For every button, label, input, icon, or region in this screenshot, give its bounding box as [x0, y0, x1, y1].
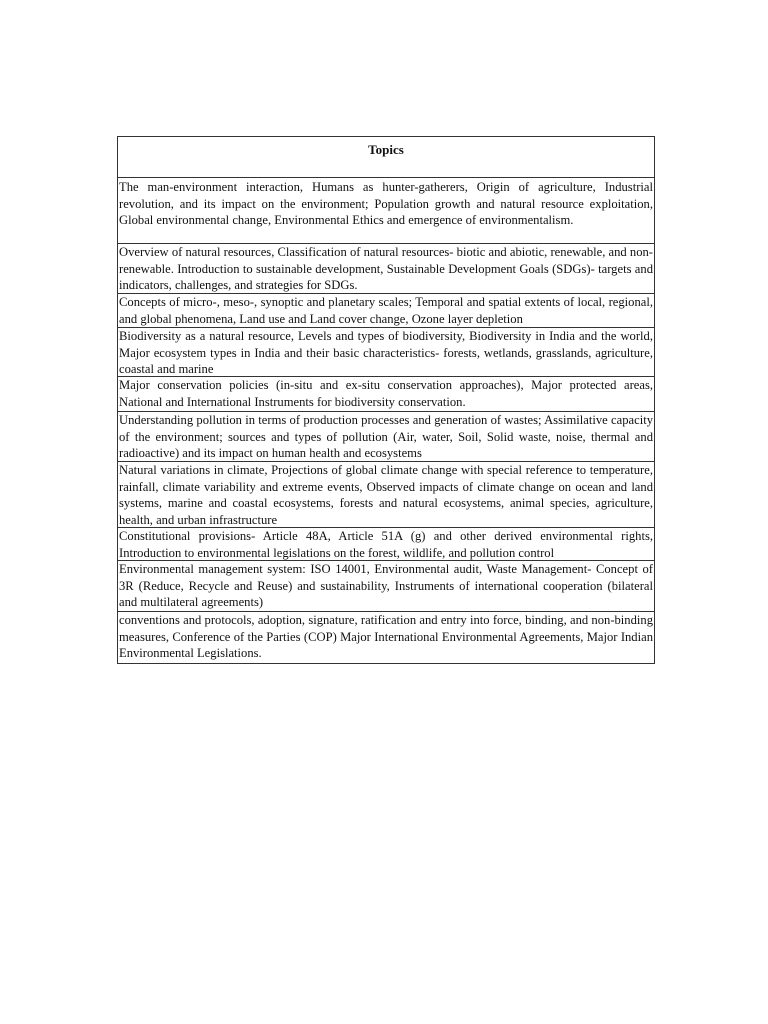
topics-table	[117, 136, 655, 664]
table-header-topics: Topics	[118, 137, 654, 178]
table-row: Concepts of micro-, meso-, synoptic and planetary scales; Temporal and spatial extents of local, regional, and global phenomena, Land use and Land cover change, Ozone layer depletion	[118, 294, 654, 328]
table-row: Environmental management system: ISO 14001, Environmental audit, Waste Management- Concept of 3R (Reduce, Recycle and Reuse) and sustainability, Instruments of international cooperation (bilateral and multilateral agreements)	[118, 561, 654, 612]
table-row: Constitutional provisions- Article 48A, Article 51A (g) and other derived environmental rights, Introduction to environmental legislations on the forest, wildlife, and pollution control	[119, 529, 653, 560]
table-row: Natural variations in climate, Projections of global climate change with special reference to temperature, rainfall, climate variability and extreme events, Observed impacts of climate change on ocean and land systems, marine and coastal ecosystems, forests and natural ecosystems, animal species, agriculture, health, and urban infrastructure	[119, 463, 653, 527]
table-row: conventions and protocols, adoption, signature, ratification and entry into force, binding, and non-binding measures, Conference of the Parties (COP) Major International Environmental Agreements, Major Indian Environmental Legislations.	[119, 613, 653, 660]
table-row: Biodiversity as a natural resource, Levels and types of biodiversity, Biodiversity in India and the world, Major ecosystem types in India and their basic characteristics- forests, wetlands, grasslands, agriculture, coastal and marine	[119, 329, 653, 376]
table-row: Major conservation policies (in-situ and ex-situ conservation approaches), Major protected areas, National and International Instruments for biodiversity conservation.	[118, 377, 654, 412]
table-row: The man-environment interaction, Humans as hunter-gatherers, Origin of agriculture, Industrial revolution, and its impact on the environment; Population growth and natural resource exploitation, Global environmental change, Environmental Ethics and emergence of environmentalism.	[118, 178, 654, 244]
table-row: Understanding pollution in terms of production processes and generation of wastes; Assimilative capacity of the environment; sources and types of pollution (Air, water, Soil, Solid waste, noise, thermal and radioactive) and its impact on human health and ecosystems	[119, 413, 653, 460]
table-row: Overview of natural resources, Classification of natural resources- biotic and abiotic, renewable, and non-renewable. Introduction to sustainable development, Sustainable Development Goals (SDGs)- targets and indicators, challenges, and strategies for SDGs.	[119, 245, 653, 292]
